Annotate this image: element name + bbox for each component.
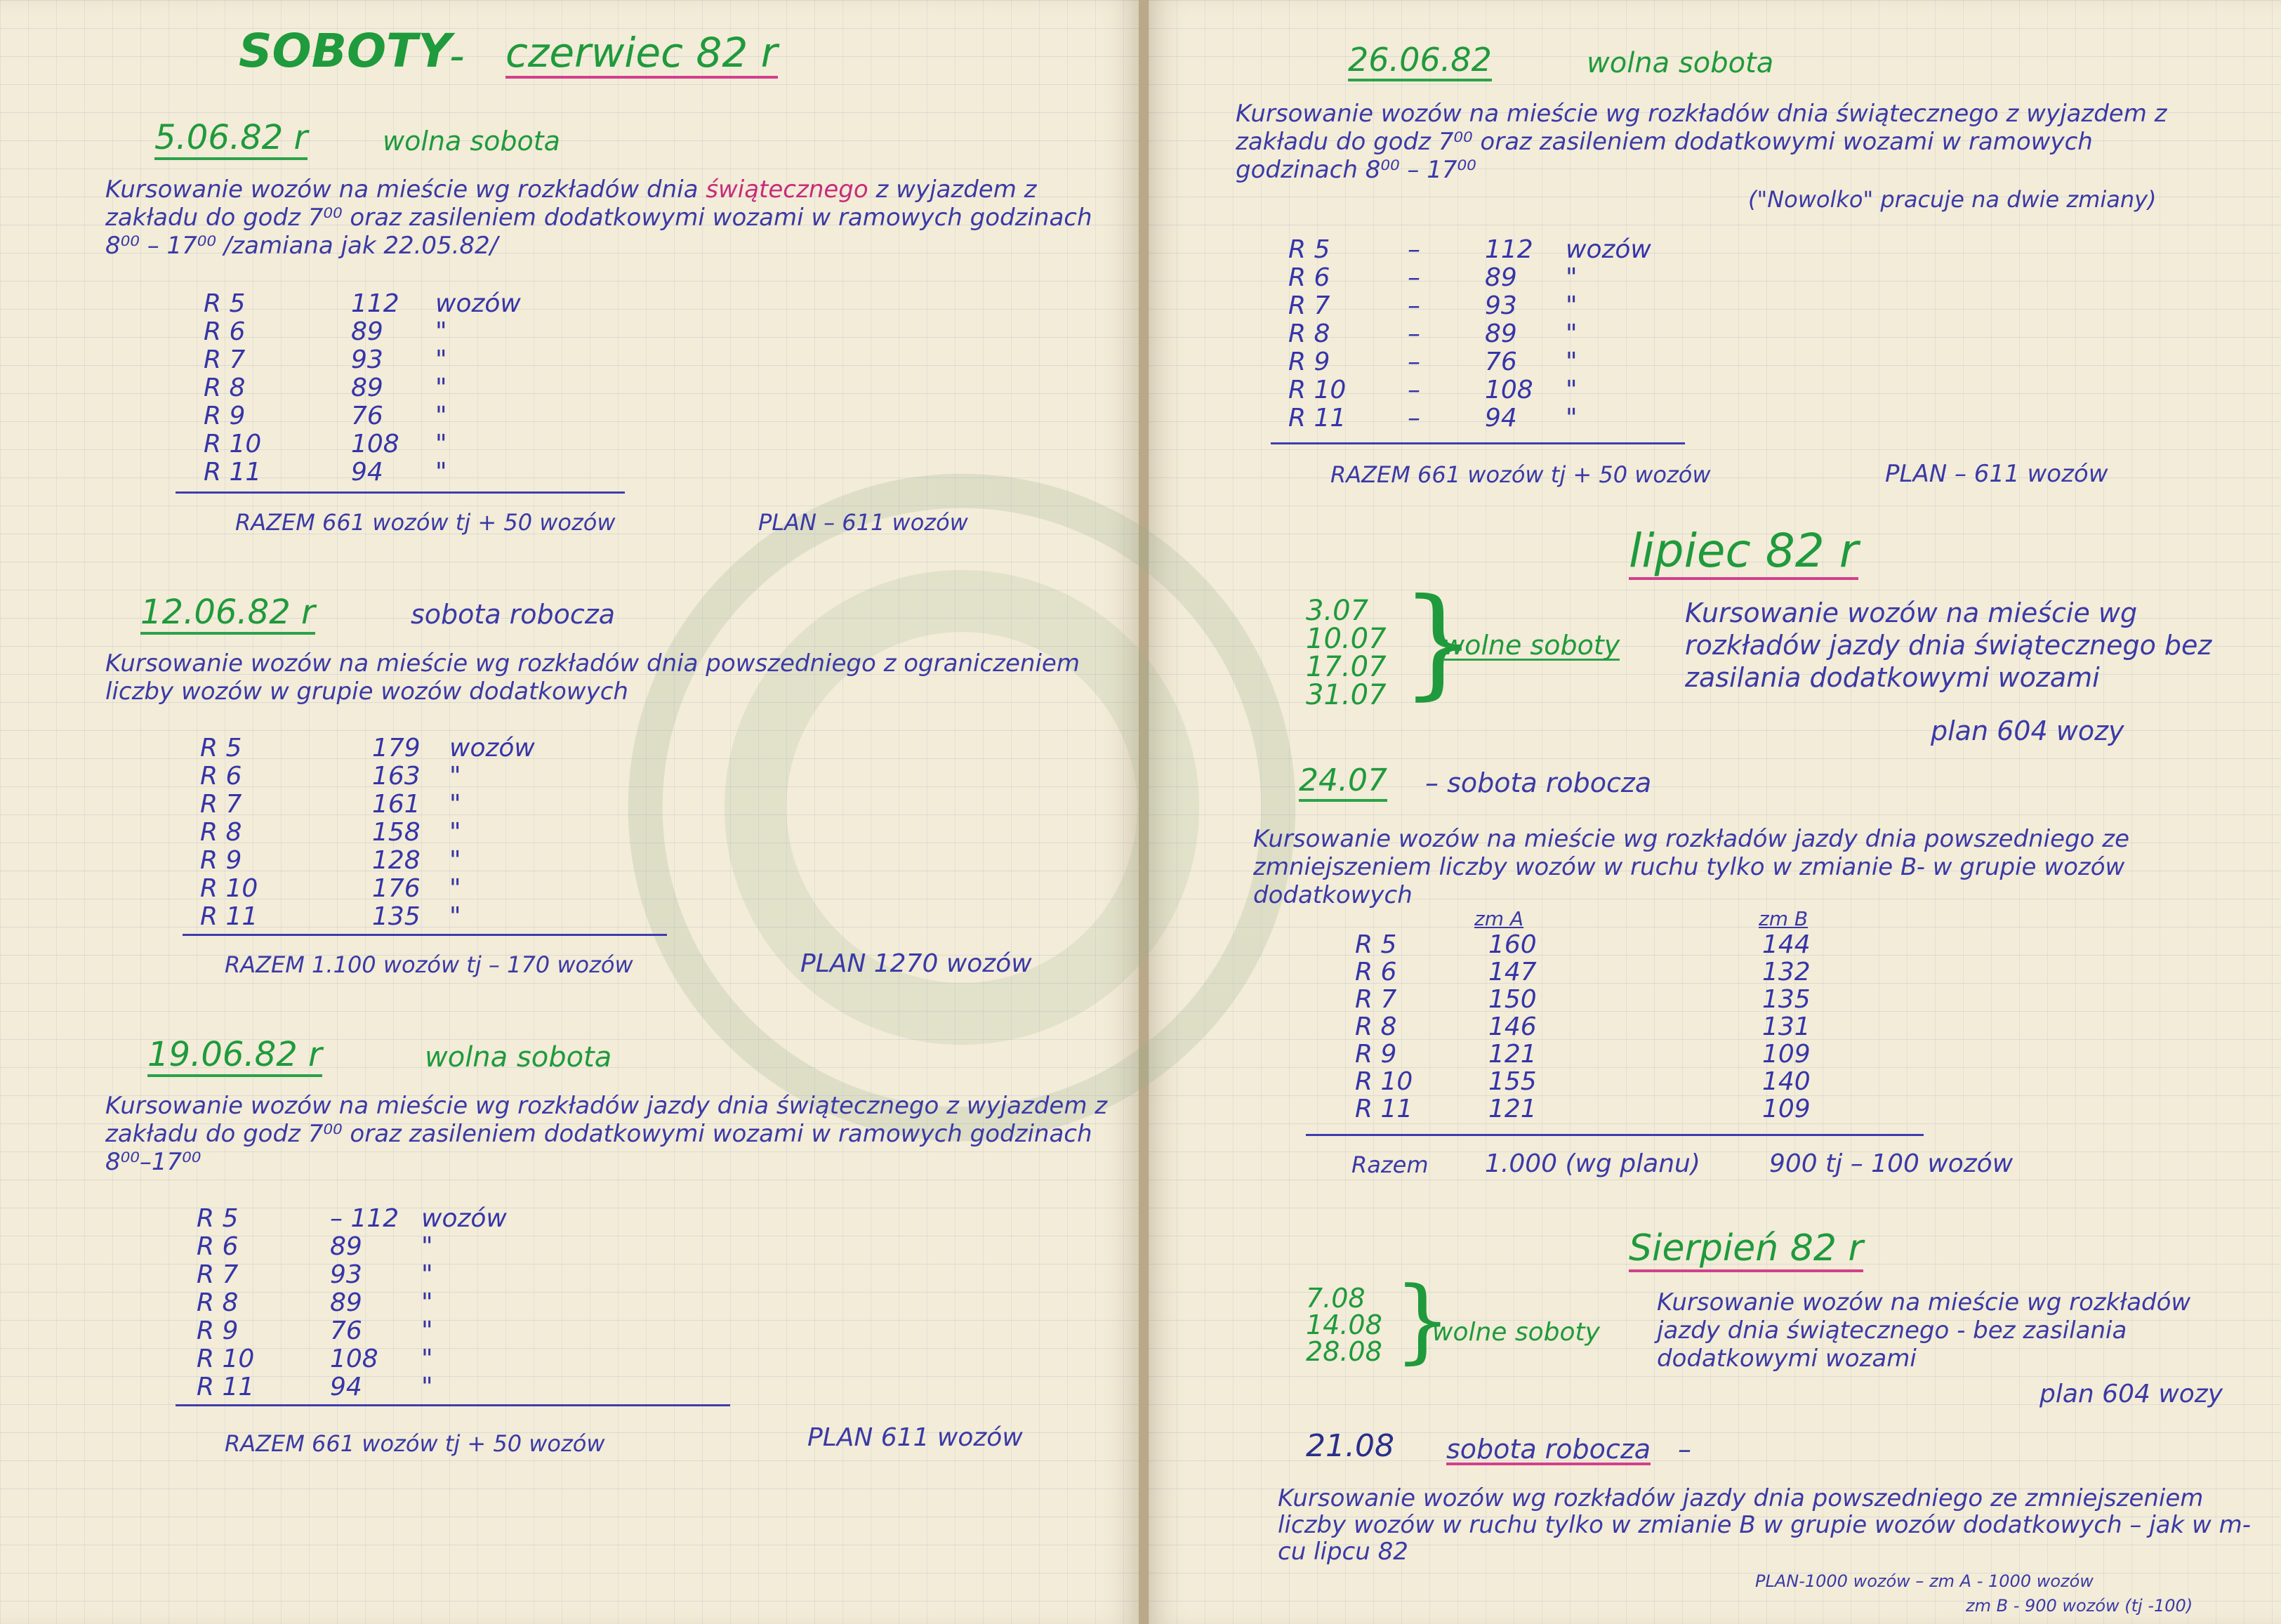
plan-19-06-82: PLAN 611 wozów <box>807 1423 1023 1452</box>
vehicle-count: 176 <box>372 874 421 903</box>
route-label: R 5 <box>200 734 242 763</box>
unit-label: " <box>1566 319 1578 348</box>
vehicle-count: 108 <box>351 430 399 458</box>
unit-label: wozów <box>1566 235 1651 264</box>
unit-label: " <box>435 402 447 430</box>
dash: – <box>1408 348 1420 376</box>
free-saturday-date: 7.08 <box>1306 1283 1366 1314</box>
text-sierpien: Kursowanie wozów na mieście wg rozkładów jazdy dnia świątecznego - bez zasilania dodatkowymi wozami <box>1657 1288 2191 1373</box>
vehicle-count: 108 <box>330 1345 378 1373</box>
divider-5-06-82 <box>176 491 625 494</box>
vehicle-count: 128 <box>372 846 421 875</box>
text-24-07: Kursowanie wozów na mieście wg rozkładów jazdy dnia powszedniego ze zmniejszeniem liczby wozów w ruchu tylko w zmianie B- w grupie wozów dodatkowych <box>1253 825 2130 909</box>
route-label: R 10 <box>204 430 262 458</box>
zm-b-count: 144 <box>1762 930 1811 959</box>
route-label: R 8 <box>204 374 246 402</box>
unit-label: wozów <box>449 734 535 763</box>
divider-26-06-82 <box>1271 442 1685 444</box>
unit-label: " <box>1566 291 1578 320</box>
column-zm-b: zm B <box>1759 907 1809 930</box>
route-label: R 6 <box>197 1232 239 1261</box>
dash: – <box>1408 376 1420 404</box>
route-label: R 6 <box>204 317 246 346</box>
route-label: R 11 <box>197 1373 255 1401</box>
zm-a-count: 146 <box>1488 1012 1537 1041</box>
route-label: R 7 <box>1355 985 1397 1014</box>
text-5-06-82: Kursowanie wozów na mieście wg rozkładów dnia świątecznego z wyjazdem z zakładu do godz 7⁰⁰ oraz zasileniem dodatkowymi wozami w ramowych godzinach 8⁰⁰ – 17⁰⁰ /zamiana jak 22.05.82/ <box>105 176 1092 260</box>
unit-label: " <box>421 1232 433 1261</box>
route-label: R 9 <box>200 846 242 875</box>
route-label: R 11 <box>204 458 262 487</box>
zm-b-count: 109 <box>1762 1040 1811 1069</box>
vehicle-count: 89 <box>1485 263 1517 292</box>
route-label: R 7 <box>204 345 246 374</box>
text-26-06-82: Kursowanie wozów na mieście wg rozkładów dnia świątecznego z wyjazdem z zakładu do godz 7⁰⁰ oraz zasileniem dodatkowymi wozami w ramowych godzinach 8⁰⁰ – 17⁰⁰ <box>1236 100 2167 184</box>
total-19-06-82: RAZEM 661 wozów tj + 50 wozów <box>225 1430 605 1457</box>
page-title: SOBOTY <box>239 24 451 78</box>
total-12-06-82: RAZEM 1.100 wozów tj – 170 wozów <box>225 951 633 978</box>
unit-label: " <box>1566 404 1578 433</box>
route-label: R 8 <box>197 1288 239 1317</box>
route-label: R 8 <box>1355 1012 1397 1041</box>
vehicle-count: 108 <box>1485 376 1533 404</box>
route-label: R 6 <box>200 762 242 791</box>
label-wolna-sobota-3: wolna sobota <box>1587 47 1774 79</box>
dash: – <box>1408 235 1420 264</box>
zm-a-count: 150 <box>1488 985 1537 1014</box>
route-label: R 11 <box>200 902 258 931</box>
vehicle-count: 135 <box>372 902 421 931</box>
plan-21-08-line-1: PLAN-1000 wozów – zm A - 1000 wozów <box>1755 1571 2094 1591</box>
title-dash: - <box>449 32 465 81</box>
zm-a-count: 121 <box>1488 1095 1537 1123</box>
route-label: R 5 <box>204 289 246 318</box>
route-label: R 7 <box>200 790 242 819</box>
zm-a-count: 155 <box>1488 1067 1537 1096</box>
total-5-06-82: RAZEM 661 wozów tj + 50 wozów <box>235 509 616 536</box>
route-label: R 10 <box>197 1345 255 1373</box>
vehicle-count: 161 <box>372 790 421 819</box>
date-12-06-82: 12.06.82 r <box>140 595 315 635</box>
title-month-czerwiec: czerwiec 82 r <box>505 32 778 79</box>
text-19-06-82: Kursowanie wozów na mieście wg rozkładów jazdy dnia świątecznego z wyjazdem z zakładu do godz 7⁰⁰ oraz zasileniem dodatkowymi wozami w ramowych godzinach 8⁰⁰–17⁰⁰ <box>105 1092 1108 1176</box>
route-label: R 8 <box>1288 319 1330 348</box>
vehicle-count: 94 <box>330 1373 362 1401</box>
unit-label: " <box>449 874 461 903</box>
vehicle-count: 76 <box>1485 348 1517 376</box>
dash: – <box>1408 404 1420 433</box>
unit-label: " <box>449 902 461 931</box>
text-12-06-82: Kursowanie wozów na mieście wg rozkładów dnia powszedniego z ograniczeniem liczby wozów w grupie wozów dodatkowych <box>105 649 1080 706</box>
plan-26-06-82: PLAN – 611 wozów <box>1885 460 2108 488</box>
vehicle-count: 94 <box>1485 404 1517 433</box>
text-21-08: Kursowanie wozów wg rozkładów jazdy dnia powszedniego ze zmniejszeniem liczby wozów w ruchu tylko w zmianie B w grupie wozów dodatkowych – jak w m-cu lipcu 82 <box>1278 1484 2252 1566</box>
unit-label: " <box>449 790 461 819</box>
plan-lipiec: plan 604 wozy <box>1931 715 2124 746</box>
dash: – <box>1408 263 1420 292</box>
route-label: R 9 <box>204 402 246 430</box>
unit-label: wozów <box>421 1204 507 1233</box>
dash-21-08: – <box>1678 1434 1691 1465</box>
note-nowolko: ("Nowolko" pracuje na dwie zmiany) <box>1748 186 2157 213</box>
unit-label: " <box>449 846 461 875</box>
route-label: R 5 <box>1288 235 1330 264</box>
date-21-08: 21.08 <box>1306 1428 1394 1464</box>
route-label: R 9 <box>197 1316 239 1345</box>
zm-b-count: 109 <box>1762 1095 1811 1123</box>
total-label-24-07: Razem <box>1351 1151 1429 1178</box>
vehicle-count: 94 <box>351 458 383 487</box>
free-saturday-date: 14.08 <box>1306 1309 1382 1340</box>
unit-label: " <box>1566 263 1578 292</box>
unit-label: " <box>421 1373 433 1401</box>
date-24-07: 24.07 <box>1299 765 1387 802</box>
route-label: R 6 <box>1288 263 1330 292</box>
vehicle-count: 112 <box>1485 235 1533 264</box>
vehicle-count: 112 <box>351 289 399 318</box>
zm-b-count: 131 <box>1762 1012 1811 1041</box>
vehicle-count: 158 <box>372 818 421 847</box>
vehicle-count: 163 <box>372 762 421 791</box>
free-saturday-date: 3.07 <box>1306 595 1369 627</box>
total-zm-a-24-07: 1.000 (wg planu) <box>1485 1149 1700 1178</box>
month-lipiec: lipiec 82 r <box>1629 528 1858 580</box>
label-sobota-robocza-1: sobota robocza <box>411 599 616 630</box>
column-zm-a: zm A <box>1474 907 1524 930</box>
route-label: R 5 <box>1355 930 1397 959</box>
divider-19-06-82 <box>176 1404 730 1406</box>
vehicle-count: 76 <box>351 402 383 430</box>
vehicle-count: 93 <box>1485 291 1517 320</box>
text-lipiec: Kursowanie wozów na mieście wg rozkładów jazdy dnia świątecznego bez zasilania dodatkowymi wozami <box>1685 598 2212 693</box>
total-zm-b-24-07: 900 tj – 100 wozów <box>1769 1149 2014 1178</box>
label-wolne-soboty-lipiec: wolne soboty <box>1443 630 1620 661</box>
zm-b-count: 132 <box>1762 958 1811 986</box>
route-label: R 7 <box>197 1260 239 1289</box>
unit-label: " <box>435 458 447 487</box>
route-label: R 10 <box>200 874 258 903</box>
free-saturday-date: 28.08 <box>1306 1336 1382 1367</box>
unit-label: " <box>435 430 447 458</box>
route-label: R 9 <box>1288 348 1330 376</box>
vehicle-count: 93 <box>351 345 383 374</box>
route-label: R 5 <box>197 1204 239 1233</box>
vehicle-count: 89 <box>330 1288 362 1317</box>
zm-b-count: 140 <box>1762 1067 1811 1096</box>
date-5-06-82: 5.06.82 r <box>154 121 308 160</box>
route-label: R 11 <box>1355 1095 1413 1123</box>
route-label: R 9 <box>1355 1040 1397 1069</box>
unit-label: " <box>1566 348 1578 376</box>
date-19-06-82: 19.06.82 r <box>147 1038 322 1077</box>
unit-label: " <box>421 1288 433 1317</box>
plan-12-06-82: PLAN 1270 wozów <box>800 949 1032 978</box>
unit-label: wozów <box>435 289 521 318</box>
zm-a-count: 160 <box>1488 930 1537 959</box>
brace-sierpien: } <box>1394 1267 1452 1373</box>
unit-label: " <box>421 1260 433 1289</box>
free-saturday-date: 17.07 <box>1306 651 1387 683</box>
date-26-06-82: 26.06.82 <box>1348 44 1492 81</box>
vehicle-count: 76 <box>330 1316 362 1345</box>
unit-label: " <box>449 818 461 847</box>
unit-label: " <box>435 317 447 346</box>
unit-label: " <box>435 374 447 402</box>
vehicle-count: – 112 <box>330 1204 399 1233</box>
route-label: R 8 <box>200 818 242 847</box>
vehicle-count: 179 <box>372 734 421 763</box>
vehicle-count: 89 <box>351 374 383 402</box>
label-sobota-robocza-2: – sobota robocza <box>1425 767 1652 798</box>
plan-21-08-line-2: zm B - 900 wozów (tj -100) <box>1966 1596 2193 1616</box>
brace-lipiec: } <box>1401 573 1477 712</box>
plan-sierpien: plan 604 wozy <box>2039 1380 2223 1408</box>
month-sierpien: Sierpień 82 r <box>1629 1230 1863 1272</box>
dash: – <box>1408 291 1420 320</box>
vehicle-count: 89 <box>330 1232 362 1261</box>
book-gutter <box>1139 0 1149 1624</box>
divider-24-07 <box>1306 1134 1924 1136</box>
label-wolne-soboty-sierpien: wolne soboty <box>1432 1318 1600 1347</box>
route-label: R 11 <box>1288 404 1347 433</box>
unit-label: " <box>421 1345 433 1373</box>
unit-label: " <box>1566 376 1578 404</box>
label-wolna-sobota-2: wolna sobota <box>425 1041 612 1074</box>
unit-label: " <box>421 1316 433 1345</box>
route-label: R 7 <box>1288 291 1330 320</box>
free-saturday-date: 10.07 <box>1306 623 1387 655</box>
unit-label: " <box>449 762 461 791</box>
free-saturday-date: 31.07 <box>1306 679 1387 711</box>
label-wolna-sobota-1: wolna sobota <box>383 126 560 157</box>
dash: – <box>1408 319 1420 348</box>
label-sobota-robocza-3: sobota robocza <box>1446 1434 1651 1465</box>
vehicle-count: 93 <box>330 1260 362 1289</box>
route-label: R 6 <box>1355 958 1397 986</box>
route-label: R 10 <box>1355 1067 1413 1096</box>
total-26-06-82: RAZEM 661 wozów tj + 50 wozów <box>1330 461 1711 488</box>
zm-b-count: 135 <box>1762 985 1811 1014</box>
divider-12-06-82 <box>183 934 667 936</box>
unit-label: " <box>435 345 447 374</box>
vehicle-count: 89 <box>1485 319 1517 348</box>
route-label: R 10 <box>1288 376 1347 404</box>
vehicle-count: 89 <box>351 317 383 346</box>
plan-5-06-82: PLAN – 611 wozów <box>758 509 968 536</box>
zm-a-count: 121 <box>1488 1040 1537 1069</box>
zm-a-count: 147 <box>1488 958 1537 986</box>
